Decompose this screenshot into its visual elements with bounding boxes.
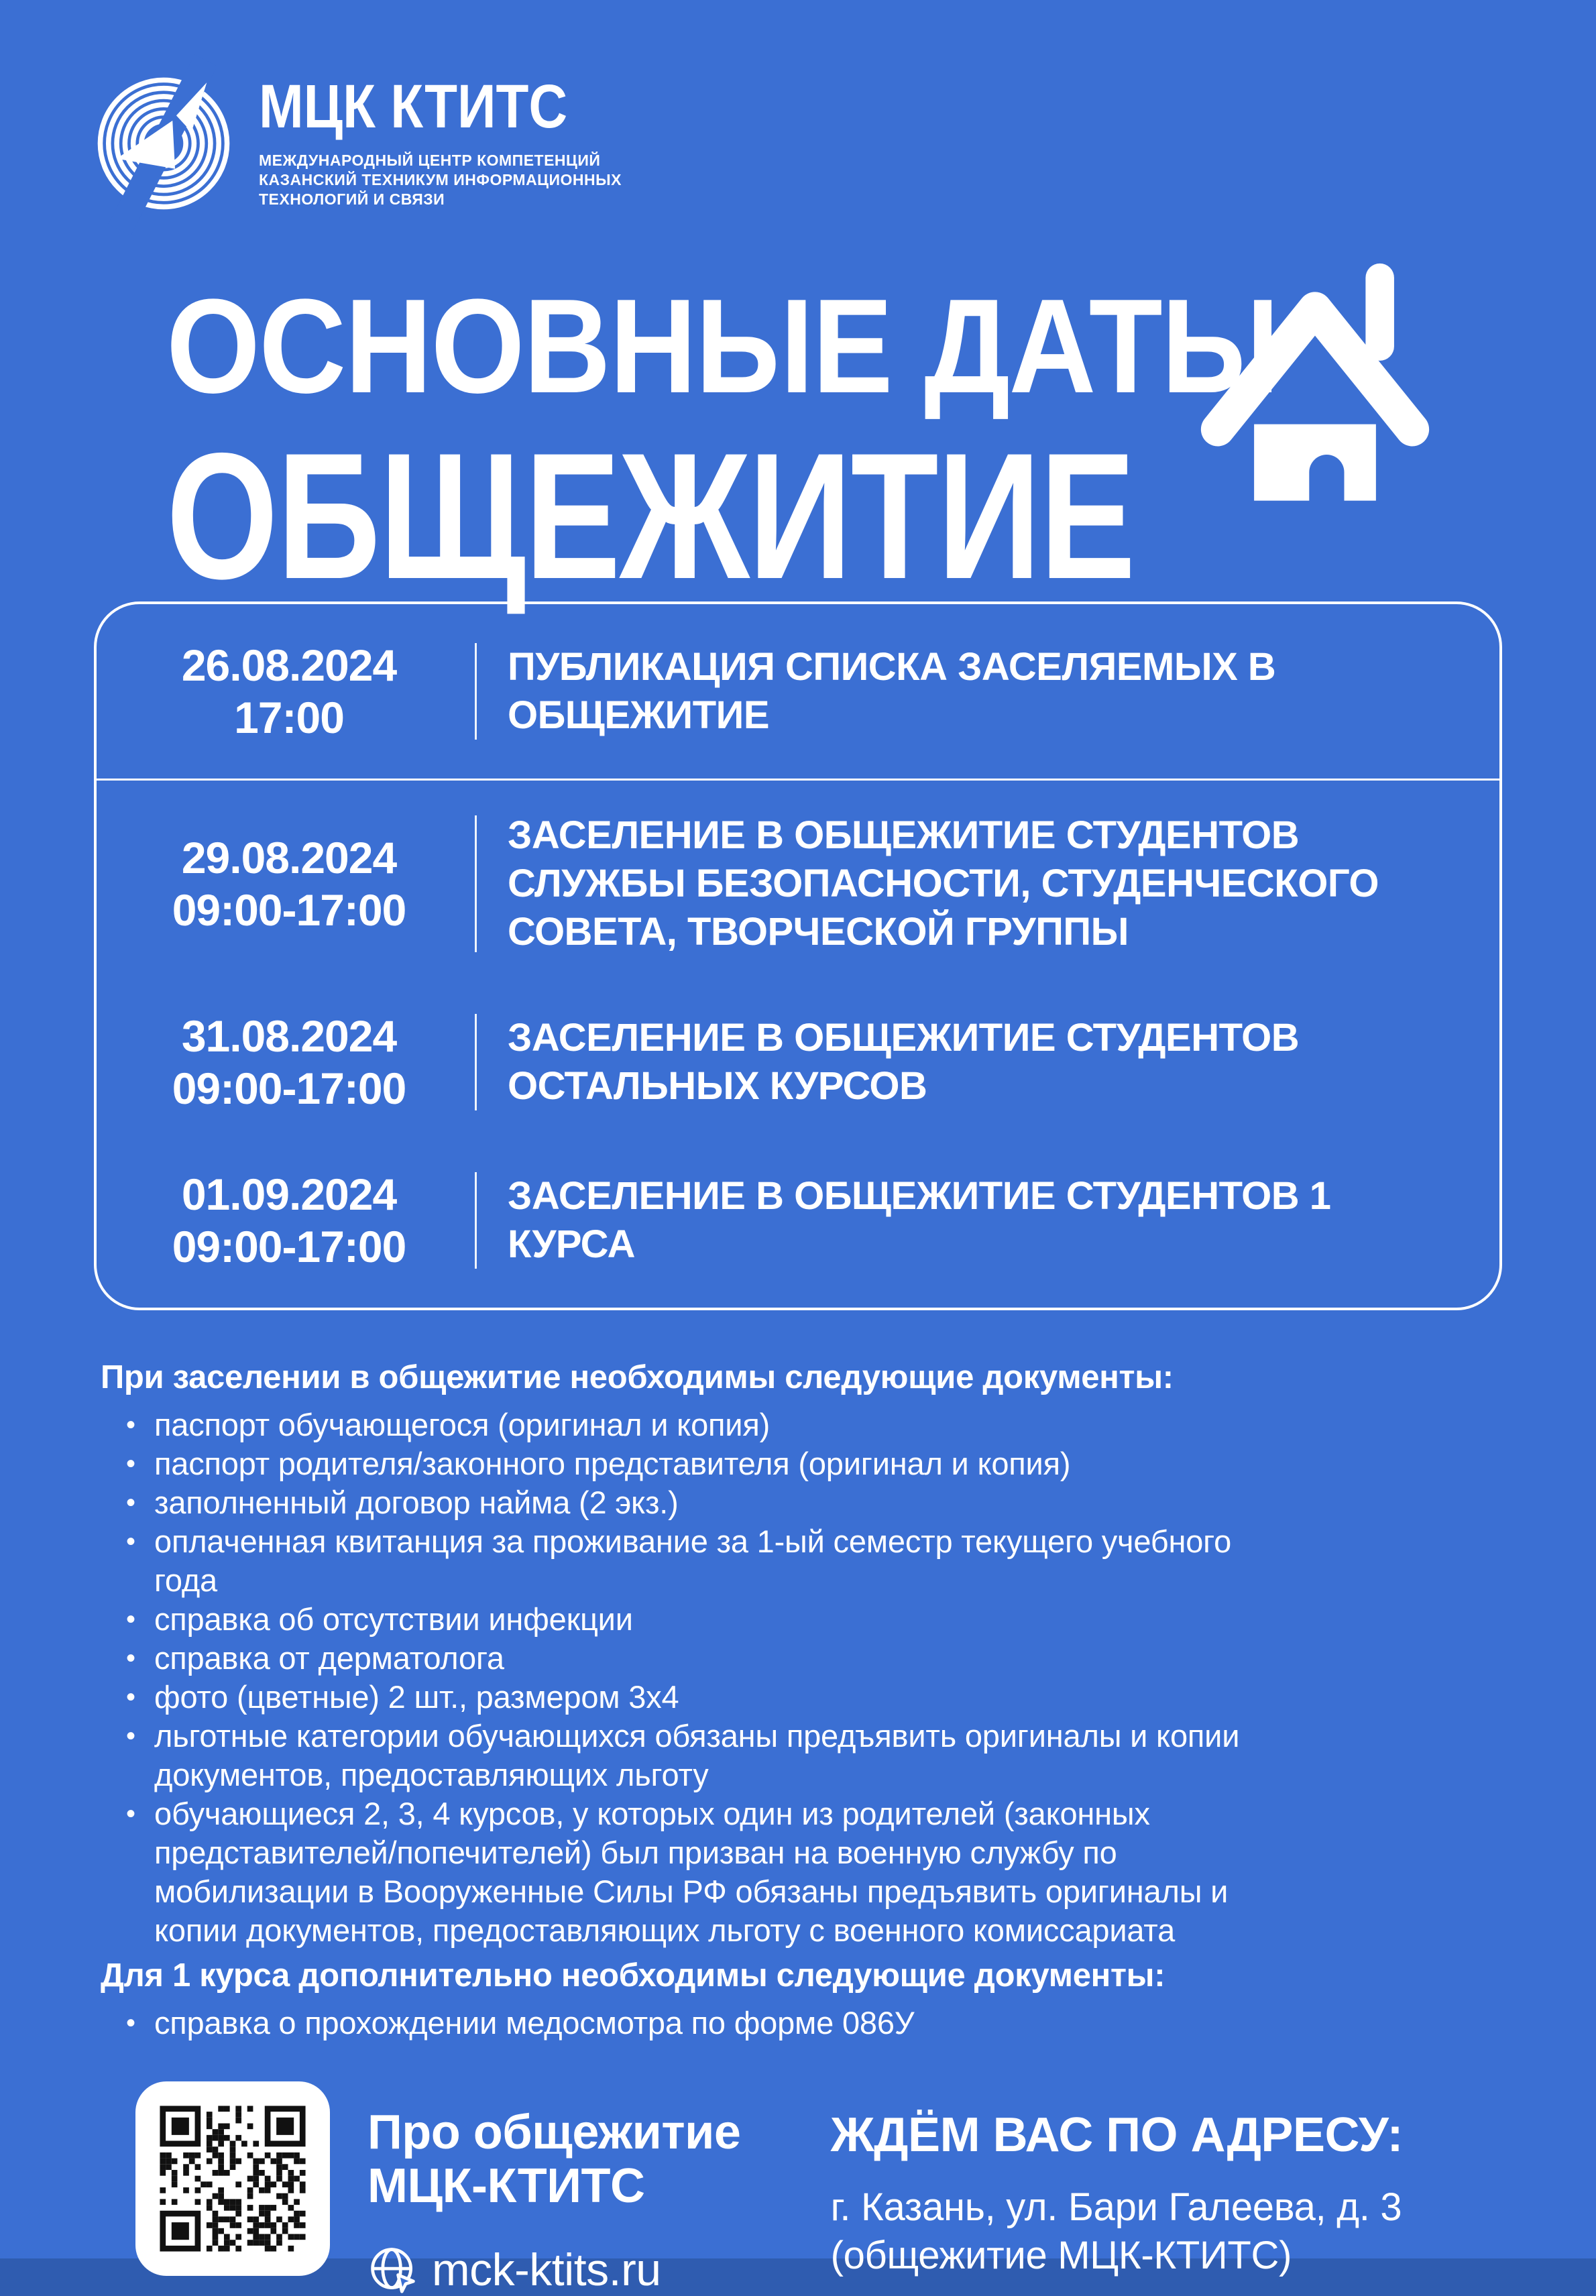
- address-heading: ЖДЁМ ВАС ПО АДРЕСУ:: [830, 2108, 1403, 2162]
- documents-section: [101, 1359, 1502, 2043]
- list-item: • оплаченная квитанция за проживание за 1-ый семестр текущего учебного года: [101, 1522, 1254, 1600]
- qr-caption-line1: Про общежитие: [367, 2106, 741, 2159]
- address-lines: [831, 2183, 1403, 2280]
- qr-code: [154, 2100, 312, 2258]
- list-item: • справка о прохождении медосмотра по форме 086У: [101, 2004, 1254, 2043]
- list-item: • паспорт обучающегося (оригинал и копия): [101, 1405, 1254, 1444]
- list-item: • паспорт родителя/законного представителя (оригинал и копия): [101, 1444, 1254, 1483]
- row-divider: [97, 779, 1499, 781]
- logo-rings-icon: [94, 70, 233, 214]
- globe-icon: [367, 2244, 418, 2295]
- list-item: • льготные категории обучающихся обязаны предъявить оригиналы и копии документов, предоставляющих льготу: [101, 1717, 1254, 1794]
- first-course-list: [101, 2004, 1428, 2043]
- schedule-row: [97, 1141, 1499, 1308]
- header: [94, 70, 1502, 214]
- logo-subtitle-line: ТЕХНОЛОГИЙ И СВЯЗИ: [259, 190, 445, 208]
- schedule-row: [97, 983, 1499, 1141]
- address-line: (общежитие МЦК-КТИТС): [830, 2234, 1292, 2277]
- house-icon: [1198, 253, 1432, 502]
- qr-caption-line2: МЦК-КТИТС: [367, 2159, 645, 2213]
- event-title: ЗАСЕЛЕНИЕ В ОБЩЕЖИТИЕ СТУДЕНТОВ ОСТАЛЬНЫХ КУРСОВ: [508, 1016, 1300, 1108]
- row-vertical-divider: [475, 643, 477, 740]
- event-date: 26.08.2024: [181, 640, 397, 690]
- row-vertical-divider: [475, 1172, 477, 1269]
- list-item: • фото (цветные) 2 шт., размером 3х4: [101, 1678, 1254, 1717]
- schedule-card: [94, 601, 1502, 1310]
- address-line: г. Казань, ул. Бари Галеева, д. 3: [830, 2185, 1402, 2229]
- website-row: [367, 2244, 740, 2296]
- event-datetime: [131, 1168, 447, 1273]
- title-block: [166, 272, 1502, 616]
- logo-subtitle-line: КАЗАНСКИЙ ТЕХНИКУМ ИНФОРМАЦИОННЫХ: [259, 170, 622, 188]
- qr-caption-block: [367, 2106, 740, 2296]
- list-item: • заполненный договор найма (2 экз.): [101, 1483, 1254, 1522]
- event-time: 09:00-17:00: [172, 1222, 406, 1271]
- logo-subtitle: [259, 151, 622, 209]
- page-title-line1: ОСНОВНЫЕ ДАТЫ: [166, 272, 1279, 421]
- page-title-line2: ОБЩЕЖИТИЕ: [166, 415, 1135, 616]
- event-time: 09:00-17:00: [172, 1064, 406, 1113]
- event-date: 31.08.2024: [181, 1011, 397, 1061]
- event-title: ЗАСЕЛЕНИЕ В ОБЩЕЖИТИЕ СТУДЕНТОВ 1 КУРСА: [508, 1174, 1331, 1266]
- event-time: 17:00: [234, 693, 344, 742]
- qr-card: [135, 2081, 330, 2276]
- logo-subtitle-line: МЕЖДУНАРОДНЫЙ ЦЕНТР КОМПЕТЕНЦИЙ: [259, 151, 601, 169]
- first-course-heading: Для 1 курса дополнительно необходимы следующие документы:: [101, 1957, 1165, 1994]
- schedule-row: [97, 604, 1499, 774]
- row-vertical-divider: [475, 815, 477, 952]
- event-datetime: [131, 831, 447, 936]
- row-vertical-divider: [475, 1014, 477, 1110]
- event-date: 01.09.2024: [181, 1169, 397, 1219]
- event-title: ПУБЛИКАЦИЯ СПИСКА ЗАСЕЛЯЕМЫХ В ОБЩЕЖИТИЕ: [508, 645, 1276, 737]
- event-time: 09:00-17:00: [172, 885, 406, 935]
- schedule-row: [97, 785, 1499, 983]
- event-datetime: [131, 1010, 447, 1114]
- logo-text-block: [259, 72, 622, 209]
- logo-name: МЦК КТИТС: [259, 72, 568, 141]
- documents-heading: При заселении в общежитие необходимы следующие документы:: [101, 1359, 1174, 1395]
- website-link[interactable]: mck-ktits.ru: [432, 2244, 661, 2295]
- event-date: 29.08.2024: [181, 833, 397, 882]
- documents-list: [101, 1405, 1428, 1950]
- event-datetime: [131, 639, 447, 744]
- address-block: [830, 2108, 1403, 2280]
- list-item: • справка от дерматолога: [101, 1639, 1254, 1678]
- event-title: ЗАСЕЛЕНИЕ В ОБЩЕЖИТИЕ СТУДЕНТОВ СЛУЖБЫ БЕЗОПАСНОСТИ, СТУДЕНЧЕСКОГО СОВЕТА, ТВОРЧЕСКОЙ ГРУППЫ: [508, 813, 1379, 954]
- footer: [94, 2081, 1502, 2296]
- list-item: • обучающиеся 2, 3, 4 курсов, у которых один из родителей (законных представителей/попечителей) был призван на военную службу по мобилизации в Вооруженные Силы РФ обязаны предъявить оригиналы и копии документов, предоставляющих льготу с военного комиссариата: [101, 1794, 1254, 1950]
- list-item: • справка об отсутствии инфекции: [101, 1600, 1254, 1639]
